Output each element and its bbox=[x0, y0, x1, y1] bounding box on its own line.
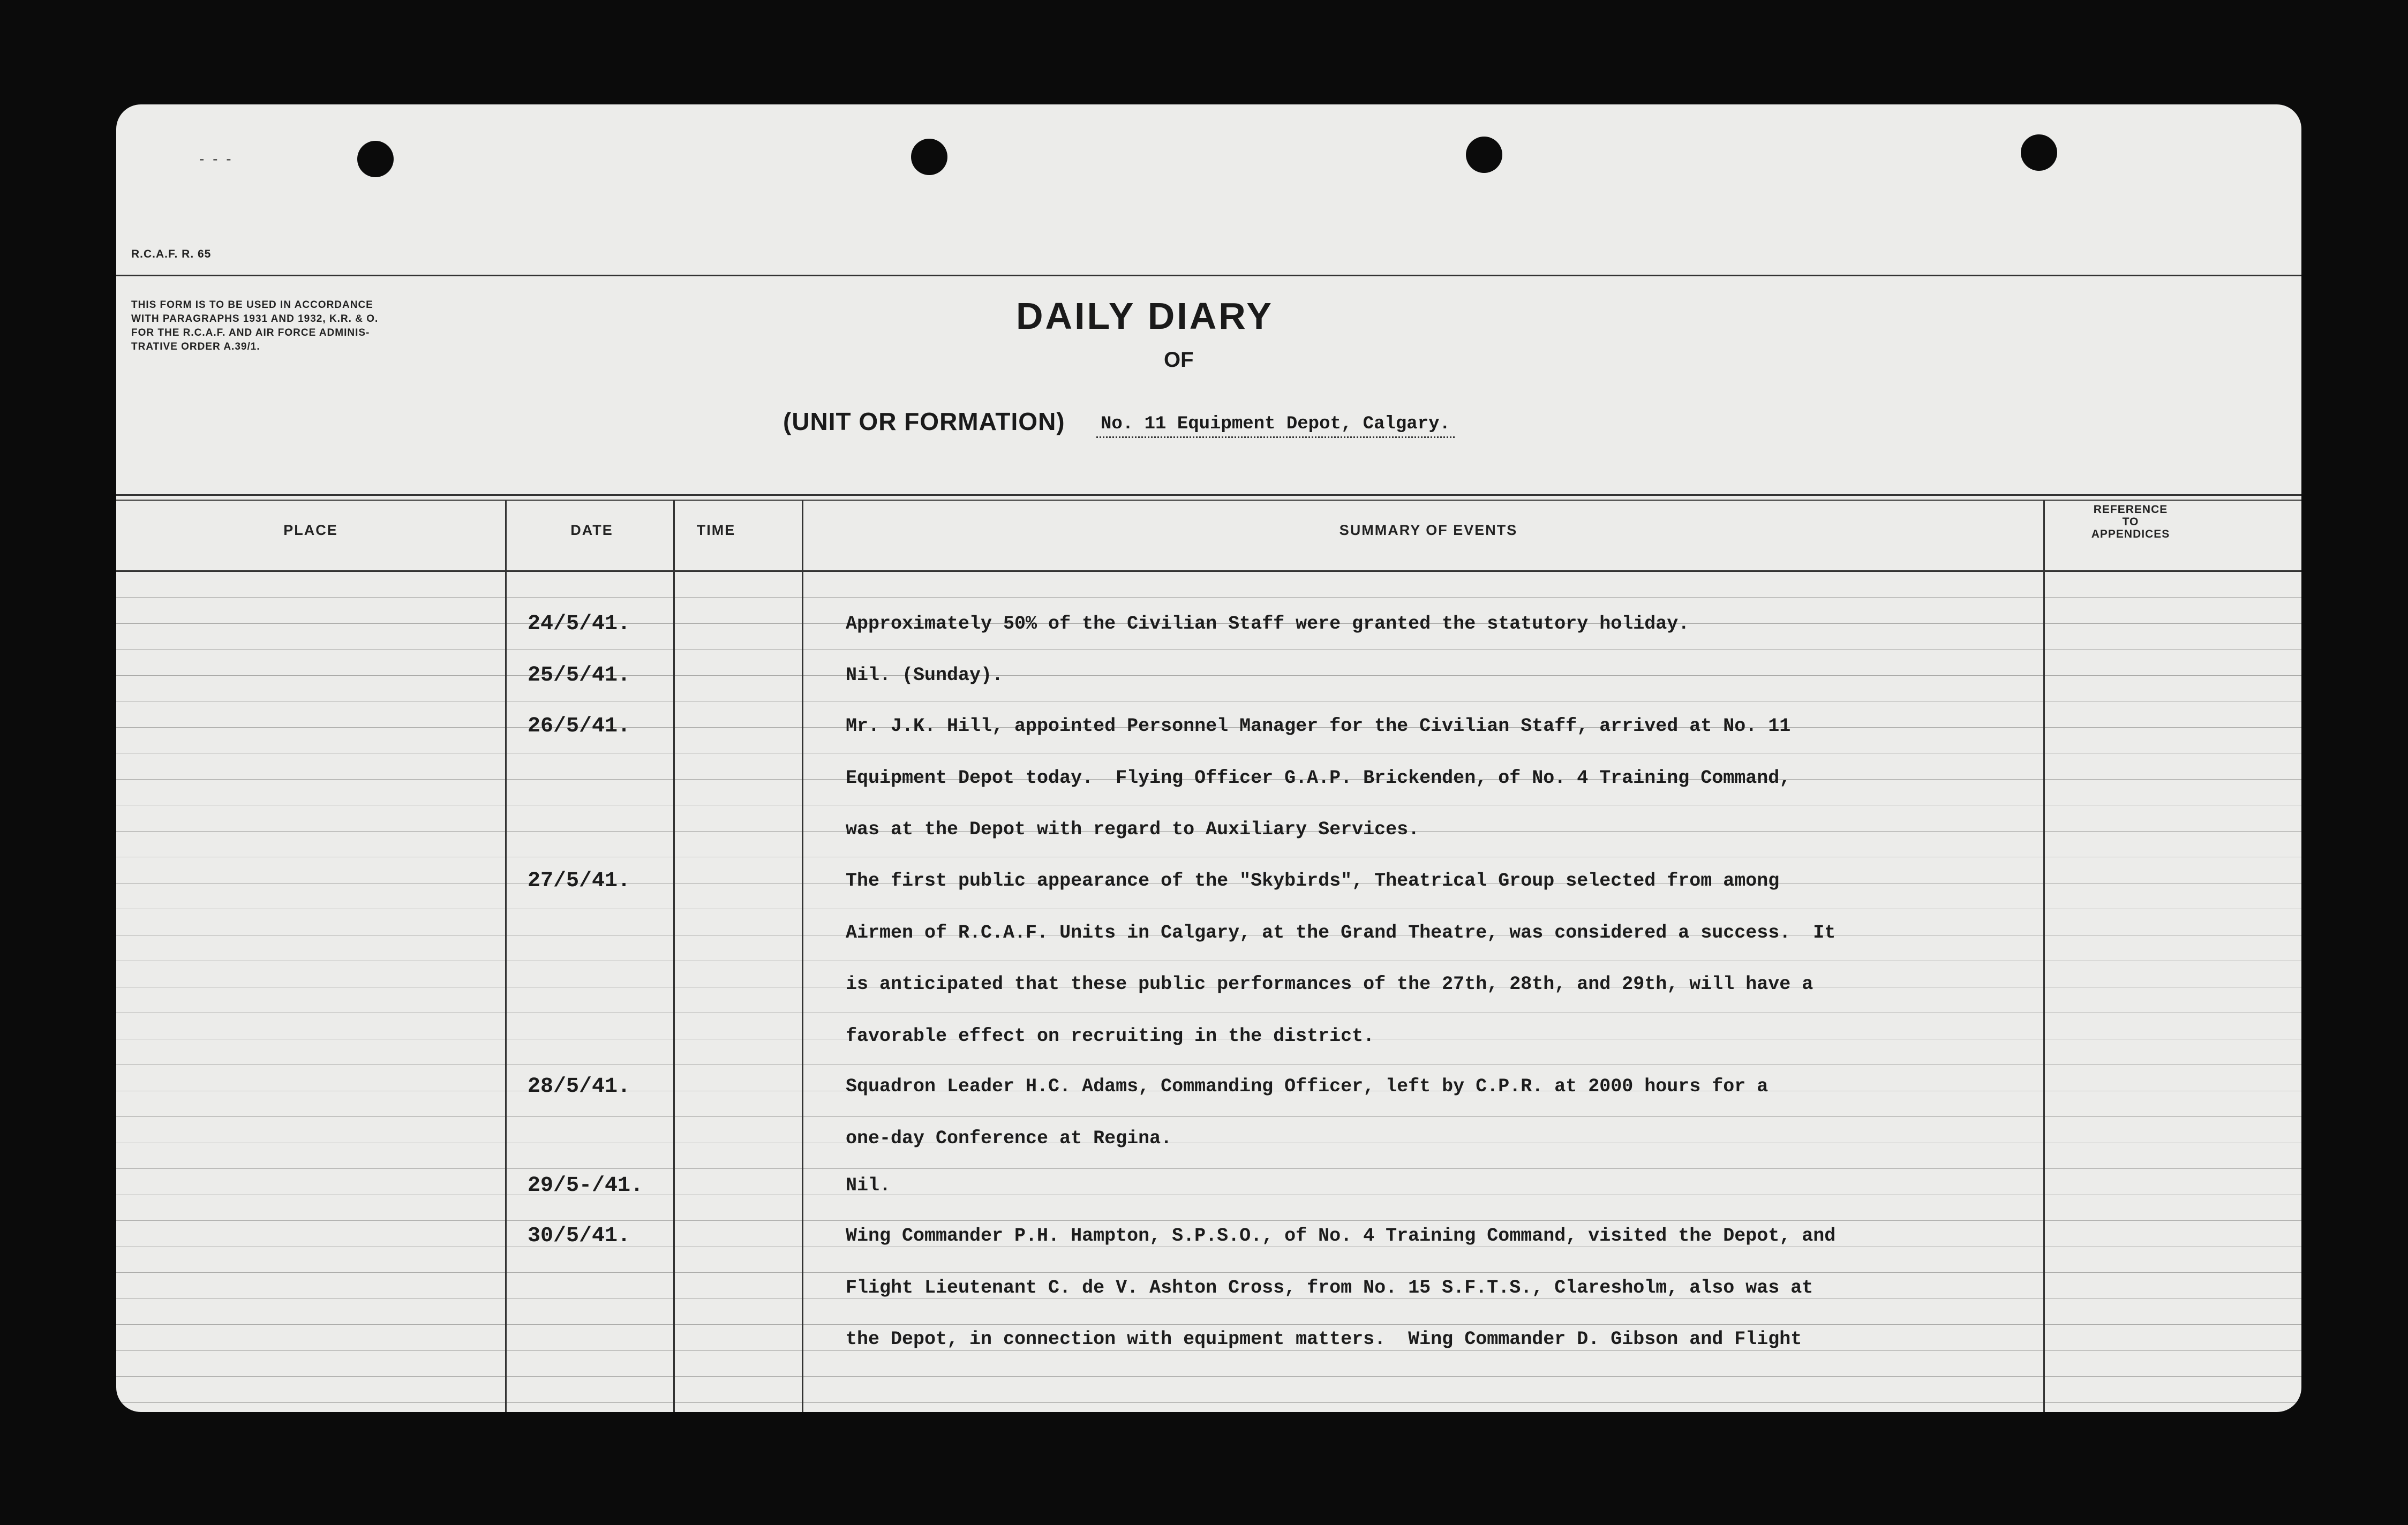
entry-date: 28/5/41. bbox=[528, 1075, 631, 1099]
ruled-line bbox=[116, 1168, 2301, 1169]
ruled-line bbox=[116, 1272, 2301, 1273]
entry-text-line: Airmen of R.C.A.F. Units in Calgary, at the Grand Theatre, was considered a success. It bbox=[846, 922, 1836, 943]
title-of: OF bbox=[1164, 348, 1194, 372]
column-divider-place bbox=[505, 500, 507, 1412]
ruled-line bbox=[116, 597, 2301, 598]
entry-text-line: one-day Conference at Regina. bbox=[846, 1128, 1172, 1149]
entry-date: 24/5/41. bbox=[528, 612, 631, 636]
ruled-line bbox=[116, 1350, 2301, 1351]
column-reference-line: REFERENCE bbox=[2093, 503, 2168, 516]
entry-date: 25/5/41. bbox=[528, 663, 631, 688]
form-code: R.C.A.F. R. 65 bbox=[131, 248, 212, 260]
entry-text-line: Nil. (Sunday). bbox=[846, 665, 1004, 686]
entry-text-line: favorable effect on recruiting in the district. bbox=[846, 1025, 1375, 1047]
column-time: TIME bbox=[696, 522, 736, 538]
punch-hole-4 bbox=[2021, 134, 2057, 171]
column-date: DATE bbox=[570, 522, 613, 538]
form-note bbox=[131, 298, 538, 354]
column-reference-line: TO bbox=[2122, 516, 2139, 528]
entry-text-line: Wing Commander P.H. Hampton, S.P.S.O., of No. 4 Training Command, visited the Depot, and bbox=[846, 1225, 1836, 1247]
unit-label: (UNIT OR FORMATION) bbox=[783, 407, 1065, 435]
entry-date: 30/5/41. bbox=[528, 1224, 631, 1248]
ruled-line bbox=[116, 1376, 2301, 1377]
entry-text-line: was at the Depot with regard to Auxiliary Services. bbox=[846, 819, 1420, 840]
entry-text-line: is anticipated that these public performances of the 27th, 28th, and 29th, will have a bbox=[846, 973, 1813, 995]
entry-text-line: Flight Lieutenant C. de V. Ashton Cross, from No. 15 S.F.T.S., Claresholm, also was at bbox=[846, 1277, 1813, 1298]
unit-value: No. 11 Equipment Depot, Calgary. bbox=[1096, 414, 1455, 438]
ruled-line bbox=[116, 1402, 2301, 1403]
table-header-rule bbox=[116, 570, 2301, 572]
ruled-line bbox=[116, 675, 2301, 676]
form-note-line: FOR THE R.C.A.F. AND AIR FORCE ADMINIS- bbox=[131, 327, 370, 338]
entry-text-line: The first public appearance of the "Skybirds", Theatrical Group selected from among bbox=[846, 870, 1780, 892]
entry-text-line: Squadron Leader H.C. Adams, Commanding Officer, left by C.P.R. at 2000 hours for a bbox=[846, 1076, 1769, 1097]
punch-hole-1 bbox=[357, 141, 394, 177]
header-rule bbox=[116, 275, 2301, 276]
ruled-line bbox=[116, 1298, 2301, 1299]
punch-hole-2 bbox=[911, 139, 947, 175]
column-summary: SUMMARY OF EVENTS bbox=[1339, 522, 1518, 538]
entry-text-line: the Depot, in connection with equipment matters. Wing Commander D. Gibson and Flight bbox=[846, 1328, 1802, 1350]
column-divider-date bbox=[673, 500, 675, 1412]
ruled-line bbox=[116, 649, 2301, 650]
entry-text-line: Mr. J.K. Hill, appointed Personnel Manager for the Civilian Staff, arrived at No. 11 bbox=[846, 715, 1791, 737]
table-top-rule-2 bbox=[116, 500, 2301, 501]
form-note-line: TRATIVE ORDER A.39/1. bbox=[131, 341, 260, 352]
entry-date: 26/5/41. bbox=[528, 714, 631, 738]
ruled-line bbox=[116, 1116, 2301, 1117]
pencil-mark: - ‑ - bbox=[199, 150, 234, 167]
column-place: PLACE bbox=[283, 522, 338, 538]
column-reference bbox=[2053, 503, 2208, 540]
column-divider-summary bbox=[2043, 500, 2045, 1412]
entry-text-line: Approximately 50% of the Civilian Staff were granted the statutory holiday. bbox=[846, 613, 1690, 635]
diary-card bbox=[116, 104, 2301, 1412]
entry-date: 29/5-/41. bbox=[528, 1174, 644, 1198]
page-title: DAILY DIARY bbox=[1016, 295, 1274, 337]
table-top-rule bbox=[116, 494, 2301, 496]
form-note-line: WITH PARAGRAPHS 1931 AND 1932, K.R. & O. bbox=[131, 313, 379, 324]
ruled-line bbox=[116, 1324, 2301, 1325]
column-reference-line: APPENDICES bbox=[2091, 528, 2170, 540]
entry-date: 27/5/41. bbox=[528, 869, 631, 893]
entry-text-line: Equipment Depot today. Flying Officer G.A.P. Brickenden, of No. 4 Training Command, bbox=[846, 767, 1791, 789]
column-divider-time bbox=[802, 500, 803, 1412]
entry-text-line: Nil. bbox=[846, 1175, 891, 1196]
form-note-line: THIS FORM IS TO BE USED IN ACCORDANCE bbox=[131, 299, 373, 311]
punch-hole-3 bbox=[1466, 137, 1502, 173]
ruled-line bbox=[116, 1220, 2301, 1221]
